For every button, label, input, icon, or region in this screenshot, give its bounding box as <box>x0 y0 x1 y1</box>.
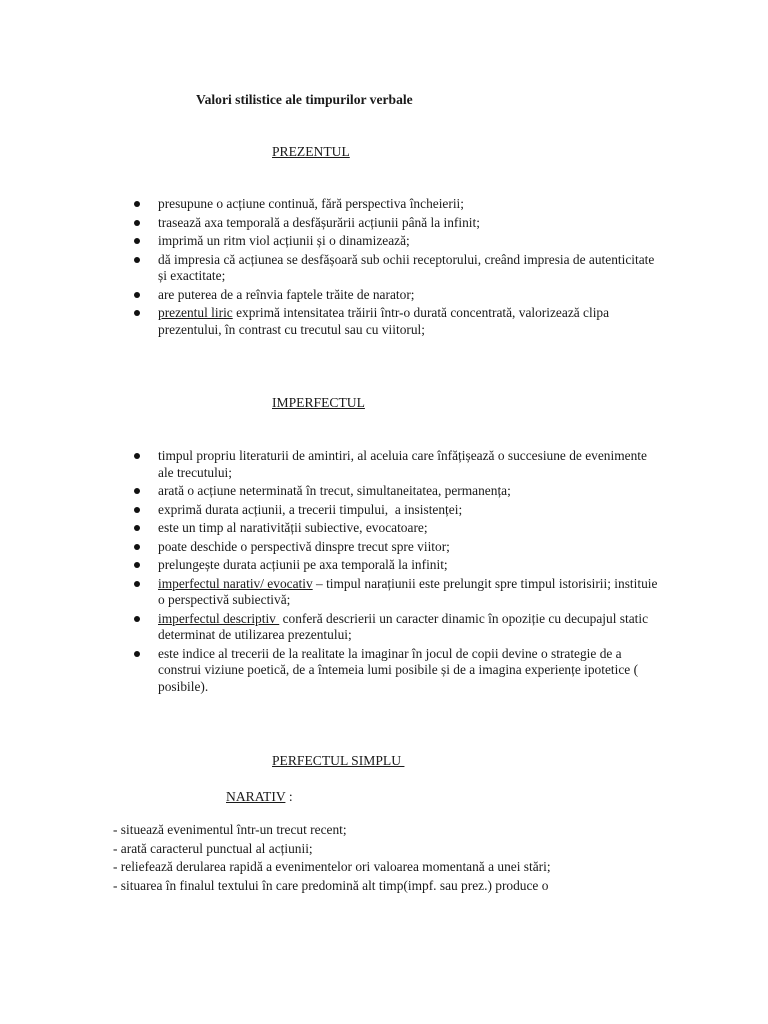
bullet-icon <box>134 581 140 587</box>
list-item-text: trasează axa temporală a desfășurării acțiunii până la infinit; <box>158 214 480 230</box>
list-item <box>0 539 658 556</box>
list-item <box>0 575 661 609</box>
bullet-icon <box>134 257 140 263</box>
list-item <box>0 215 658 232</box>
list-item <box>0 502 658 519</box>
list-item-text: conferă descrierii un caracter dinamic în opoziție cu decupajul static determinat de utilizarea prezentului; <box>158 610 652 642</box>
bullet-icon <box>134 507 140 513</box>
bullet-icon <box>134 525 140 531</box>
bullet-icon <box>134 453 140 459</box>
list-item <box>0 646 658 696</box>
bullet-icon <box>134 220 140 226</box>
list-item-text: este indice al trecerii de la realitate la imaginar în jocul de copii devine o strategie de a construi viziune poetică, de a întemeia lumi posibile și de a imagina experiențe ipotetice ( posibile). <box>158 645 642 694</box>
list-item <box>0 557 658 574</box>
list-item-text: dă impresia că acțiunea se desfășoară sub ochii receptorului, creând impresia de autenticitate și exactitate; <box>158 251 658 283</box>
perfectul-simplu-list <box>113 822 673 896</box>
bullet-icon <box>134 616 140 622</box>
list-item <box>0 305 658 338</box>
list-item-text: timpul propriu literaturii de amintiri, al aceluia care înfățișează o succesiune de evenimente ale trecutului; <box>158 448 651 480</box>
list-item <box>0 520 658 537</box>
list-item-text: exprimă intensitatea trăirii într-o durată concentrată, valorizează clipa prezentului, în contrast cu trecutul sau cu viitorul; <box>158 305 613 337</box>
list-item <box>0 483 658 500</box>
list-item-text: este un timp al narativității subiective, evocatoare; <box>158 520 428 535</box>
list-item-text: arată o acțiune neterminată în trecut, simultaneitatea, permanența; <box>158 483 511 498</box>
term-label: imperfectul descriptiv <box>158 610 280 626</box>
subheading-narativ-label: NARATIV <box>226 789 286 804</box>
imperfectul-list <box>0 448 768 697</box>
list-item <box>0 287 658 304</box>
bullet-icon <box>134 544 140 550</box>
bullet-icon <box>134 488 140 494</box>
document-title: Valori stilistice ale timpurilor verbale <box>196 92 413 107</box>
list-item-text: exprimă durata acțiunii, a trecerii timpului, a insistenței; <box>158 501 463 517</box>
bullet-icon <box>134 292 140 298</box>
bullet-icon <box>134 201 140 207</box>
bullet-icon <box>134 651 140 657</box>
list-item: - situează evenimentul într-un trecut recent; <box>113 822 347 837</box>
list-item: - reliefează derularea rapidă a evenimentelor ori valoarea momentană a unei stări; <box>113 859 551 874</box>
heading-prezentul: PREZENTUL <box>272 144 350 159</box>
list-item: - arată caracterul punctual al acțiunii; <box>113 840 313 856</box>
list-item-text: presupune o acțiune continuă, fără perspectiva încheierii; <box>158 196 464 211</box>
term-label: imperfectul narativ/ evocativ <box>158 575 313 591</box>
subheading-narativ-suffix: : <box>285 789 293 804</box>
term-label: prezentul liric <box>158 305 233 320</box>
list-item-text: – timpul narațiunii este prelungit spre timpul istorisirii; instituie o perspectivă subiectivă; <box>158 575 661 607</box>
list-item <box>0 611 658 644</box>
list-item-text: imprimă un ritm viol acțiunii și o dinamizează; <box>158 233 410 248</box>
heading-imperfectul: IMPERFECTUL <box>272 395 365 410</box>
list-item <box>0 252 658 285</box>
heading-perfectul-simplu: PERFECTUL SIMPLU <box>272 753 405 768</box>
prezentul-list <box>0 196 768 340</box>
bullet-icon <box>134 310 140 316</box>
list-item <box>0 196 658 213</box>
list-item-text: poate deschide o perspectivă dinspre trecut spre viitor; <box>158 538 450 554</box>
subheading-narativ <box>226 789 293 806</box>
list-item-text: prelungește durata acțiunii pe axa temporală la infinit; <box>158 557 448 572</box>
list-item-text: are puterea de a reînvia faptele trăite de narator; <box>158 286 415 302</box>
list-item: - situarea în finalul textului în care predomină alt timp(impf. sau prez.) produce o <box>113 877 549 893</box>
bullet-icon <box>134 562 140 568</box>
list-item <box>0 233 658 250</box>
list-item <box>0 448 658 481</box>
bullet-icon <box>134 238 140 244</box>
